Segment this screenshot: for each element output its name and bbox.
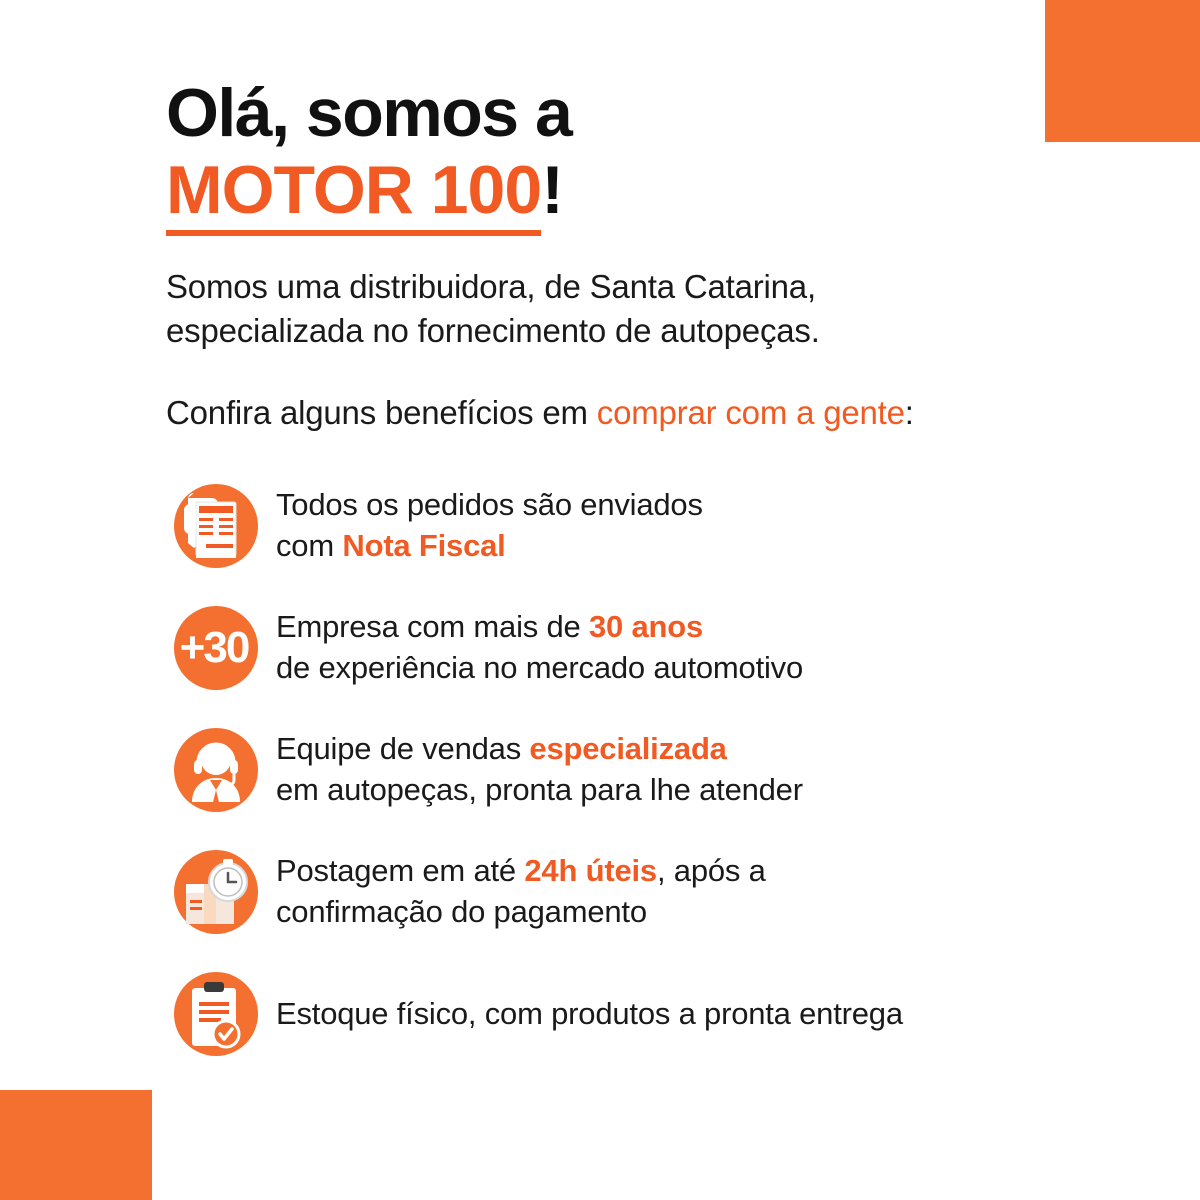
benefit-line-2: em autopeças, pronta para lhe atender — [276, 772, 803, 808]
benefit-line-2: confirmação do pagamento — [276, 894, 647, 930]
benefit-line-1: Estoque físico, com produtos a pronta entrega — [276, 995, 903, 1031]
benefit-line-1-accent: 30 anos — [589, 609, 704, 645]
package-stopwatch-icon — [166, 844, 262, 940]
list-item — [166, 840, 1086, 944]
intro-line-2: especializada no fornecimento de autopeças. — [166, 311, 820, 349]
list-item — [166, 474, 1086, 578]
intro-line-1: Somos uma distribuidora, de Santa Catarina, — [166, 268, 816, 306]
page-title-line-2 — [166, 151, 1086, 232]
intro-paragraph — [166, 265, 1086, 352]
benefit-line-2-before: com — [276, 528, 343, 564]
headset-agent-icon — [166, 722, 262, 818]
list-item — [166, 962, 1086, 1066]
benefits-lead-before: Confira alguns benefícios em — [166, 393, 597, 431]
benefits-list — [166, 474, 1086, 1066]
benefit-text — [276, 851, 766, 933]
benefits-lead-after: : — [904, 393, 914, 431]
brand-name: MOTOR 100 — [166, 152, 541, 236]
list-item — [166, 596, 1086, 700]
benefits-lead — [166, 391, 1086, 435]
benefit-line-1-after: , após a — [656, 853, 766, 889]
benefit-text — [276, 729, 803, 811]
plus-thirty-badge-icon — [166, 600, 262, 696]
page-title-line-1: Olá, somos a — [166, 75, 572, 151]
list-item — [166, 718, 1086, 822]
decorative-corner-bottom-left — [0, 1090, 152, 1200]
benefit-line-1: Todos os pedidos são enviados — [276, 487, 703, 523]
benefit-text — [276, 607, 803, 689]
benefit-line-2-accent: Nota Fiscal — [342, 528, 506, 564]
benefit-line-1-before: Empresa com mais de — [276, 609, 589, 645]
brand-exclamation: ! — [541, 151, 563, 228]
benefits-lead-accent: comprar com a gente — [596, 393, 905, 431]
benefit-line-1-accent: especializada — [529, 731, 727, 767]
benefit-line-1-before: Equipe de vendas — [276, 731, 530, 767]
plus-thirty-label: +30 — [179, 623, 249, 673]
benefit-line-1-before: Postagem em até — [276, 853, 525, 889]
content-container — [166, 75, 1086, 1084]
benefit-line-2: de experiência no mercado automotivo — [276, 650, 804, 686]
benefit-text — [276, 994, 903, 1035]
benefit-text — [276, 485, 703, 567]
benefit-line-1-accent: 24h úteis — [524, 853, 657, 889]
clipboard-check-icon — [166, 966, 262, 1062]
receipt-icon — [166, 478, 262, 574]
